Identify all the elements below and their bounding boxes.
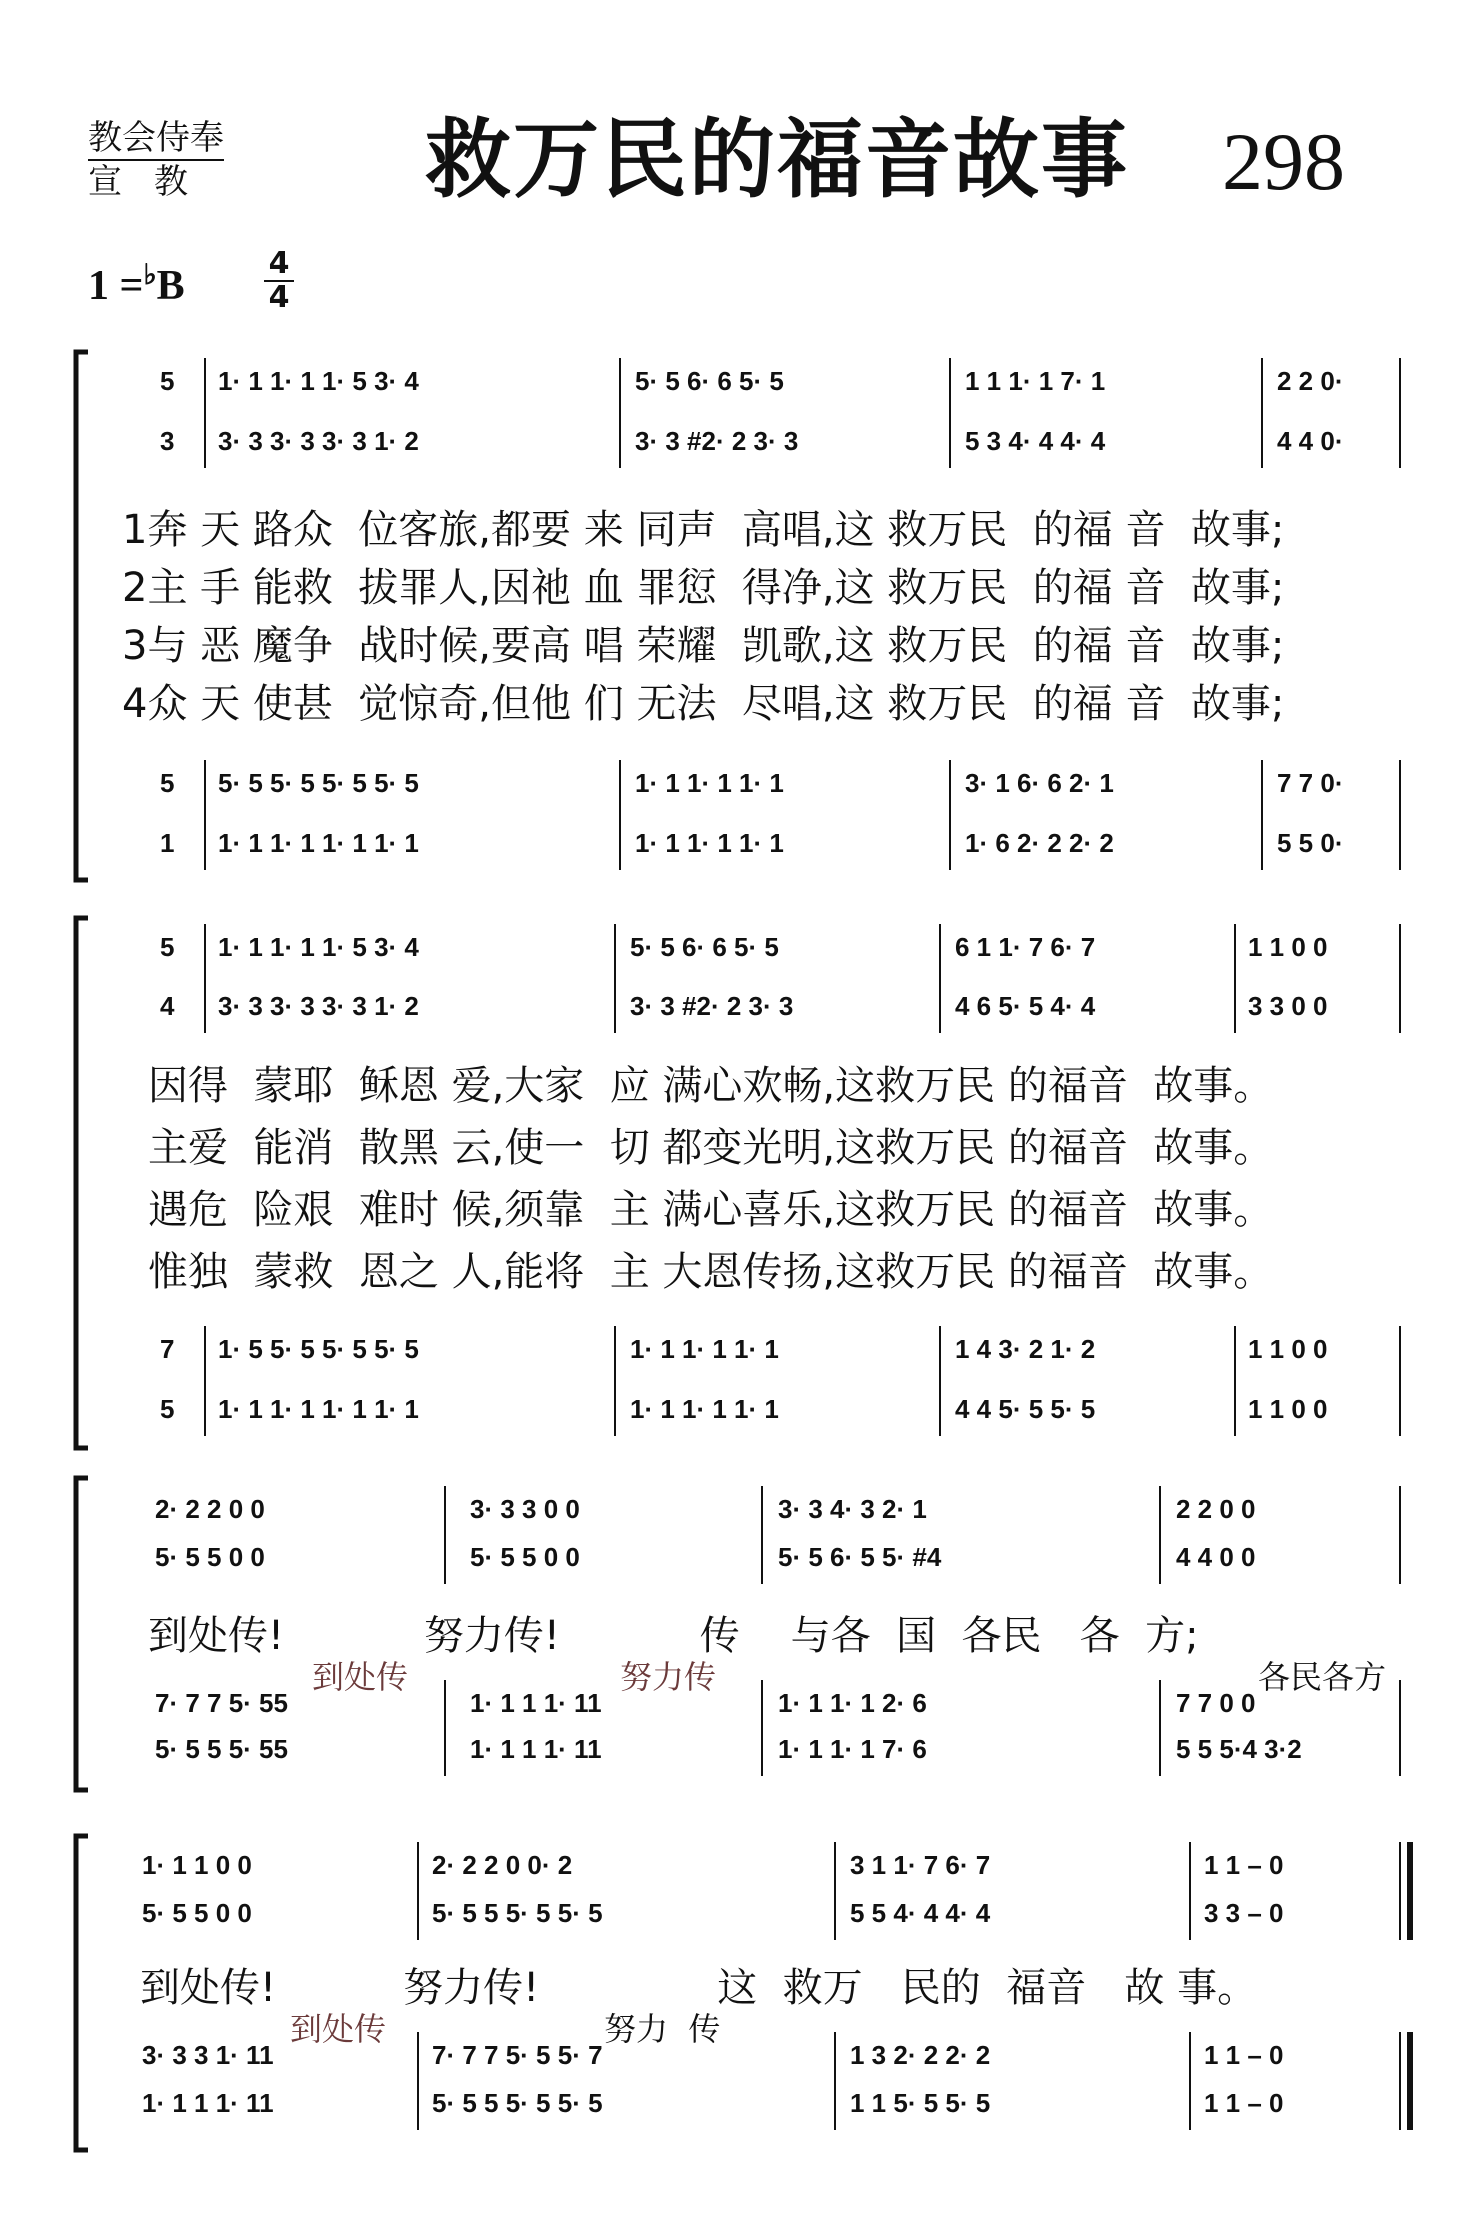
note-group: 7· 7 7 5· 55 [155, 1688, 288, 1718]
refrain-lyric-1: 到处传! 努力传! 传 与各 国 各民 各 方; [148, 1613, 1199, 1659]
note-group: 2 2 0 0 [1176, 1494, 1256, 1524]
note-group: 1· 1 1 1· 11 [470, 1734, 602, 1764]
cue-text: 努力 传 [604, 2010, 721, 2048]
note-group: 3 [160, 426, 175, 456]
cue-text: 各民各方 [1258, 1658, 1387, 1696]
note-group: 3 1 1· 7 6· 7 [850, 1850, 991, 1880]
note-group: 1· 1 1· 1 1· 1 [630, 1334, 779, 1364]
note-group: 1· 1 1· 1 1· 5 3· 4 [218, 932, 419, 962]
note-group: 3· 3 3 1· 11 [142, 2040, 274, 2070]
note-group: 4 [160, 991, 175, 1021]
note-group: 1· 1 1· 1 1· 5 3· 4 [218, 366, 419, 396]
lyric-verse-1: 因得 蒙耶 稣恩 爱,大家 应 满心欢畅,这救万民 的福音 故事。 [148, 1063, 1274, 1109]
lyric-verse-2: 2主 手 能救 拔罪人,因祂 血 罪愆 得净,这 救万民 的福 音 故事; [122, 565, 1285, 611]
hymn-number: 298 [1222, 116, 1345, 207]
note-group: 1· 1 1 1· 11 [470, 1688, 602, 1718]
lyric-verse-3: 遇危 险艰 难时 候,须靠 主 满心喜乐,这救万民 的福音 故事。 [148, 1187, 1274, 1233]
note-group: 5 [160, 768, 175, 798]
note-group: 1· 1 1· 1 7· 6 [778, 1734, 927, 1764]
note-group: 3· 3 #2· 2 3· 3 [635, 426, 799, 456]
note-group: 5· 5 5 5· 55 [155, 1734, 288, 1764]
note-group: 5· 5 5 0 0 [155, 1542, 265, 1572]
note-group: 1 3 2· 2 2· 2 [850, 2040, 991, 2070]
note-group: 1 1 – 0 [1204, 2088, 1284, 2118]
note-group: 3· 3 4· 3 2· 1 [778, 1494, 927, 1524]
system-bracket [76, 918, 88, 1448]
note-group: 1· 6 2· 2 2· 2 [965, 828, 1114, 858]
note-group: 4 4 0· [1277, 426, 1344, 456]
system-bracket [76, 1836, 88, 2150]
note-group: 6 1 1· 7 6· 7 [955, 932, 1096, 962]
system-bracket [76, 352, 88, 880]
note-group: 5· 5 6· 6 5· 5 [630, 932, 779, 962]
refrain-lyric-2: 到处传! 努力传! 这 救万 民的 福音 故 事。 [140, 1965, 1258, 2011]
lyric-verse-2: 主爱 能消 散黑 云,使一 切 都变光明,这救万民 的福音 故事。 [148, 1125, 1274, 1171]
note-group: 5 3 4· 4 4· 4 [965, 426, 1106, 456]
note-group: 1· 1 1· 1 1· 1 1· 1 [218, 1394, 419, 1424]
cue-text: 到处传 [312, 1658, 409, 1696]
note-group: 4 4 5· 5 5· 5 [955, 1394, 1096, 1424]
note-group: 1 4 3· 2 1· 2 [955, 1334, 1096, 1364]
note-group: 7 7 0· [1277, 768, 1344, 798]
note-group: 3· 3 3 0 0 [470, 1494, 580, 1524]
note-group: 5· 5 5 0 0 [142, 1898, 252, 1928]
note-group: 5 5 4· 4 4· 4 [850, 1898, 991, 1928]
note-group: 5 5 0· [1277, 828, 1344, 858]
note-group: 3· 3 3· 3 3· 3 1· 2 [218, 426, 419, 456]
note-group: 5· 5 5· 5 5· 5 5· 5 [218, 768, 419, 798]
note-group: 3 3 – 0 [1204, 1898, 1284, 1928]
key-signature: 1 =♭B [88, 260, 185, 309]
note-group: 7 7 0 0 [1176, 1688, 1256, 1718]
note-group: 1· 5 5· 5 5· 5 5· 5 [218, 1334, 419, 1364]
note-group: 1 [160, 828, 175, 858]
note-group: 5· 5 5 5· 5 5· 5 [432, 1898, 603, 1928]
note-group: 3 3 0 0 [1248, 991, 1328, 1021]
cue-text: 努力传 [620, 1658, 717, 1696]
note-group: 7 [160, 1334, 175, 1364]
note-group: 1 1 – 0 [1204, 2040, 1284, 2070]
note-group: 5 [160, 1394, 175, 1424]
note-group: 1· 1 1· 1 1· 1 [635, 828, 784, 858]
note-group: 1· 1 1· 1 2· 6 [778, 1688, 927, 1718]
system-bracket [76, 1478, 88, 1790]
note-group: 1 1 5· 5 5· 5 [850, 2088, 991, 2118]
note-group: 1· 1 1· 1 1· 1 [630, 1394, 779, 1424]
lyric-verse-1: 1奔 天 路众 位客旅,都要 来 同声 高唱,这 救万民 的福 音 故事; [122, 507, 1285, 553]
note-group: 2· 2 2 0 0· 2 [432, 1850, 573, 1880]
note-group: 4 6 5· 5 4· 4 [955, 991, 1096, 1021]
lyric-verse-4: 惟独 蒙救 恩之 人,能将 主 大恩传扬,这救万民 的福音 故事。 [148, 1249, 1274, 1295]
note-group: 5· 5 6· 5 5· #4 [778, 1542, 942, 1572]
category-line-2: 宣教 [88, 162, 220, 202]
note-group: 5· 5 5 5· 5 5· 5 [432, 2088, 603, 2118]
note-group: 5 5 5·4 3·2 [1176, 1734, 1302, 1764]
note-group: 1· 1 1 1· 11 [142, 2088, 274, 2118]
note-group: 5 [160, 932, 175, 962]
note-group: 1· 1 1· 1 1· 1 [635, 768, 784, 798]
note-group: 2· 2 2 0 0 [155, 1494, 265, 1524]
note-group: 7· 7 7 5· 5 5· 7 [432, 2040, 603, 2070]
hymn-title: 救万民的福音故事 [425, 109, 1129, 210]
note-group: 1· 1 1 0 0 [142, 1850, 252, 1880]
note-group: 1 1 0 0 [1248, 1334, 1328, 1364]
note-group: 5· 5 5 0 0 [470, 1542, 580, 1572]
note-group: 2 2 0· [1277, 366, 1344, 396]
note-group: 1 1 – 0 [1204, 1850, 1284, 1880]
note-group: 3· 1 6· 6 2· 1 [965, 768, 1114, 798]
note-group: 1 1 0 0 [1248, 932, 1328, 962]
lyric-verse-4: 4众 天 使甚 觉惊奇,但他 们 无法 尽唱,这 救万民 的福 音 故事; [122, 681, 1285, 727]
note-group: 5 [160, 366, 175, 396]
note-group: 5· 5 6· 6 5· 5 [635, 366, 784, 396]
lyric-verse-3: 3与 恶 魔争 战时候,要高 唱 荣耀 凯歌,这 救万民 的福 音 故事; [122, 623, 1285, 669]
note-group: 1· 1 1· 1 1· 1 1· 1 [218, 828, 419, 858]
note-group: 4 4 0 0 [1176, 1542, 1256, 1572]
cue-text: 到处传 [290, 2010, 387, 2048]
note-group: 3· 3 3· 3 3· 3 1· 2 [218, 991, 419, 1021]
category-line-1: 教会侍奉 [88, 118, 224, 161]
note-group: 1 1 1· 1 7· 1 [965, 366, 1106, 396]
note-group: 3· 3 #2· 2 3· 3 [630, 991, 794, 1021]
time-signature: 4 4 [264, 248, 294, 314]
note-group: 1 1 0 0 [1248, 1394, 1328, 1424]
